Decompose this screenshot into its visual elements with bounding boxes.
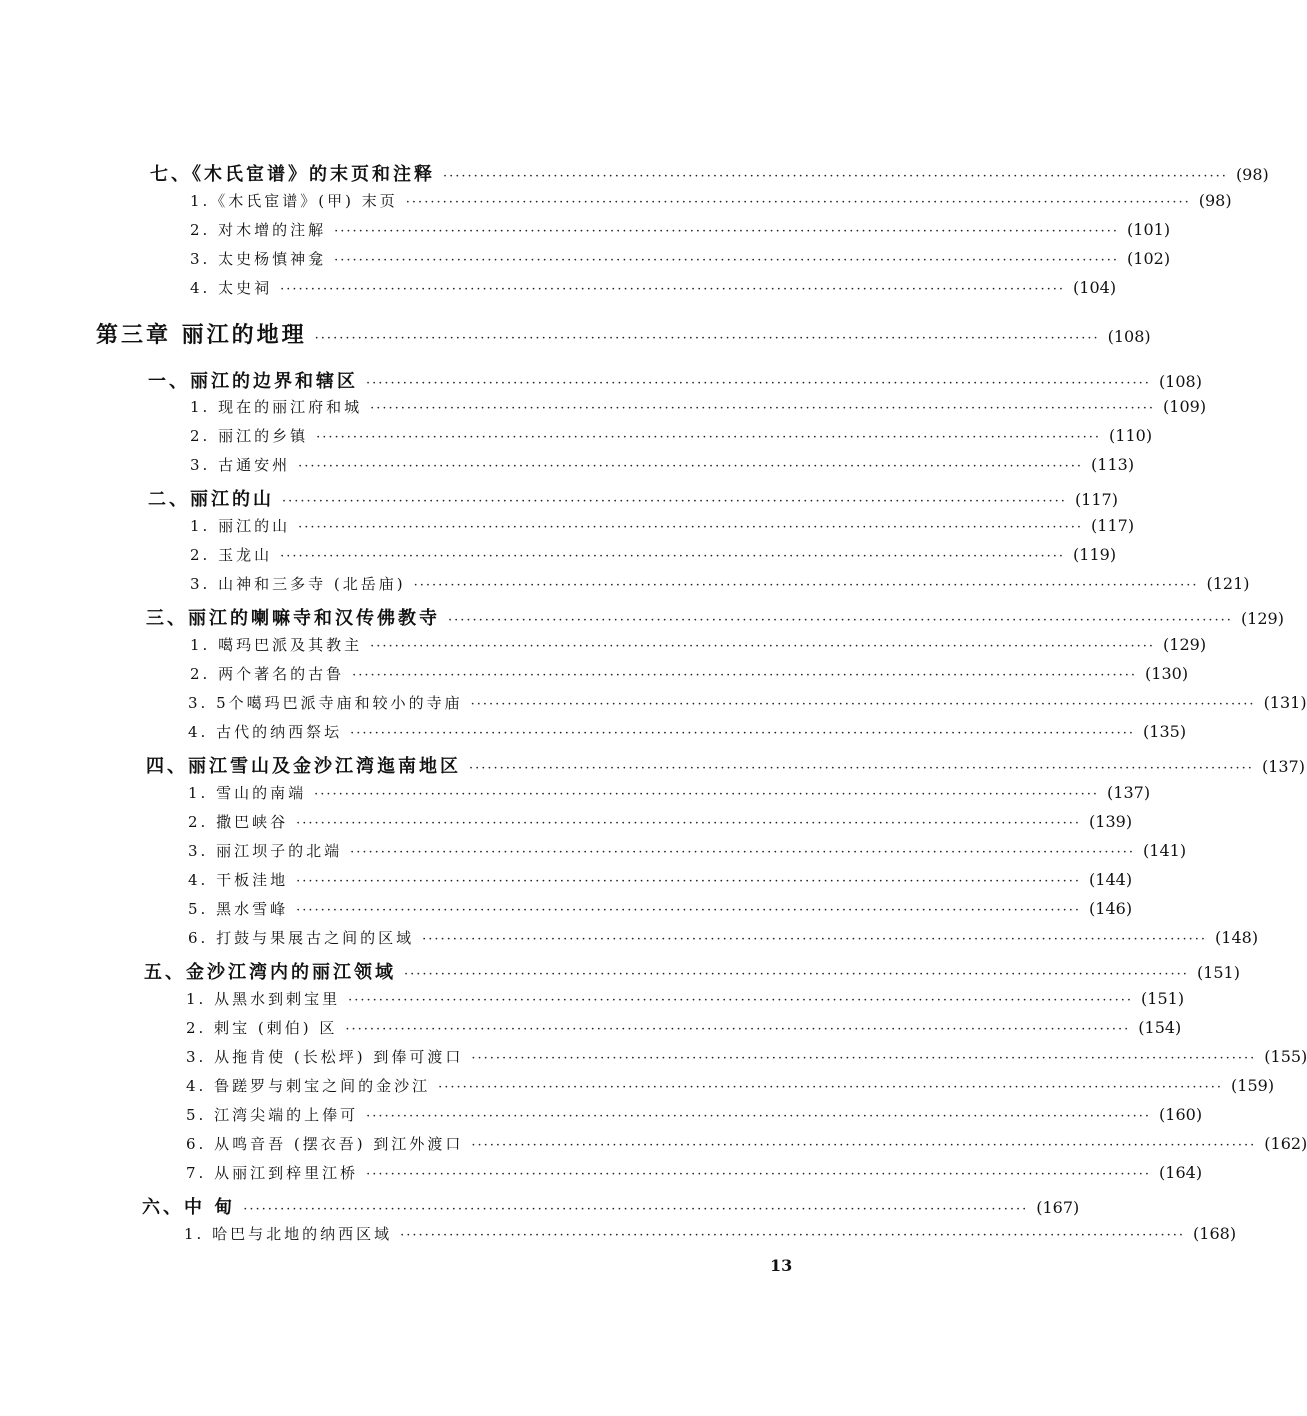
leader-dots: ································································································································ xyxy=(366,376,1151,391)
leader-dots: ································································································································ xyxy=(400,1228,1186,1243)
toc-subsection xyxy=(188,721,1187,742)
toc-section xyxy=(148,485,1118,511)
leader-dots: ································································································································ xyxy=(438,1080,1224,1095)
toc-entry-page: (109) xyxy=(1163,397,1207,416)
toc-entry-page: (146) xyxy=(1089,899,1133,918)
toc-entry-page: (98) xyxy=(1235,165,1269,184)
toc-entry-page: (108) xyxy=(1158,372,1202,391)
leader-dots: ································································································································ xyxy=(370,401,1156,416)
leader-dots: ································································································································ xyxy=(471,1138,1257,1153)
toc-entry-page: (101) xyxy=(1127,220,1171,239)
toc-entry-label: 第三章 丽江的地理 xyxy=(96,322,307,348)
toc-entry-page: (131) xyxy=(1263,693,1307,712)
leader-dots: ································································································································ xyxy=(413,578,1199,593)
toc-section xyxy=(150,160,1269,186)
leader-dots: ································································································································ xyxy=(422,932,1208,947)
toc-subsection xyxy=(184,1223,1237,1244)
toc-entry-page: (113) xyxy=(1091,455,1135,474)
toc-subsection xyxy=(186,1017,1182,1038)
toc-entry-page: (151) xyxy=(1196,963,1240,982)
toc-entry-label: 1. 现在的丽江府和城 xyxy=(190,398,363,416)
toc-entry-page: (119) xyxy=(1073,545,1117,564)
toc-entry-label: 3. 从拖肯使 (长松坪) 到俸可渡口 xyxy=(186,1048,464,1066)
toc-entry-label: 二、丽江的山 xyxy=(148,489,274,510)
toc-entry-label: 2. 玉龙山 xyxy=(190,546,273,564)
toc-entry-label: 五、金沙江湾内的丽江领域 xyxy=(144,962,396,983)
toc-entry-page: (117) xyxy=(1091,516,1135,535)
toc-subsection xyxy=(190,663,1189,684)
toc-entry-page: (162) xyxy=(1264,1134,1307,1153)
toc-subsection xyxy=(190,515,1135,536)
toc-entry-label: 四、丽江雪山及金沙江湾迤南地区 xyxy=(146,756,461,777)
toc-entry-page: (135) xyxy=(1143,722,1187,741)
toc-entry-label: 2. 剌宝 (剌伯) 区 xyxy=(186,1019,338,1037)
toc-section xyxy=(144,958,1240,984)
toc-entry-page: (154) xyxy=(1138,1018,1182,1037)
leader-dots: ································································································································ xyxy=(296,874,1082,889)
toc-subsection xyxy=(188,782,1151,803)
toc-subsection xyxy=(188,869,1133,890)
toc-entry-page: (121) xyxy=(1206,574,1250,593)
toc-subsection xyxy=(186,1104,1203,1125)
toc-entry-page: (129) xyxy=(1163,635,1207,654)
leader-dots: ································································································································ xyxy=(405,195,1191,210)
toc-entry-label: 4. 鲁蹉罗与剌宝之间的金沙江 xyxy=(186,1077,431,1095)
toc-subsection xyxy=(190,248,1171,269)
leader-dots: ································································································································ xyxy=(404,967,1189,982)
toc-subsection xyxy=(188,840,1187,861)
toc-section xyxy=(142,1193,1080,1219)
leader-dots: ································································································································ xyxy=(348,993,1134,1008)
toc-section xyxy=(146,604,1284,630)
leader-dots: ································································································································ xyxy=(280,549,1066,564)
leader-dots: ································································································································ xyxy=(282,494,1067,509)
toc-entry-page: (148) xyxy=(1215,928,1259,947)
toc-subsection xyxy=(188,692,1307,713)
toc-subsection xyxy=(186,1046,1307,1067)
leader-dots: ································································································································ xyxy=(366,1109,1152,1124)
toc-subsection xyxy=(190,396,1207,417)
toc-entry-page: (110) xyxy=(1109,426,1153,445)
toc-entry-label: 1. 丽江的山 xyxy=(190,517,291,535)
toc-subsection xyxy=(186,988,1185,1009)
leader-dots: ································································································································ xyxy=(448,613,1233,628)
toc-entry-page: (141) xyxy=(1143,841,1187,860)
toc-entry-page: (130) xyxy=(1145,664,1189,683)
toc-section xyxy=(146,752,1305,778)
toc-entry-page: (137) xyxy=(1261,757,1305,776)
toc-section xyxy=(148,367,1202,393)
toc-entry-label: 1. 从黑水到剌宝里 xyxy=(186,990,341,1008)
page-number: 13 xyxy=(770,1256,793,1275)
toc-entry-label: 1.《木氏宦谱》(甲) 末页 xyxy=(190,192,398,210)
toc-entry-label: 2. 对木增的注解 xyxy=(190,221,327,239)
toc-entry-label: 4. 干板洼地 xyxy=(188,871,289,889)
toc-subsection xyxy=(190,573,1250,594)
toc-entry-page: (117) xyxy=(1074,490,1118,509)
toc-subsection xyxy=(190,277,1117,298)
toc-subsection xyxy=(188,898,1133,919)
toc-entry-page: (144) xyxy=(1089,870,1133,889)
toc-entry-label: 2. 丽江的乡镇 xyxy=(190,427,309,445)
leader-dots: ································································································································ xyxy=(370,639,1156,654)
toc-entry-label: 1. 噶玛巴派及其教主 xyxy=(190,636,363,654)
toc-entry-label: 4. 古代的纳西祭坛 xyxy=(188,723,343,741)
toc-subsection xyxy=(190,219,1171,240)
leader-dots: ································································································································ xyxy=(443,169,1228,184)
toc-entry-page: (108) xyxy=(1107,327,1151,346)
toc-entry-label: 3. 古通安州 xyxy=(190,456,291,474)
leader-dots: ································································································································ xyxy=(243,1202,1029,1217)
leader-dots: ································································································································ xyxy=(470,697,1256,712)
toc-entry-page: (160) xyxy=(1159,1105,1203,1124)
toc-subsection xyxy=(190,544,1117,565)
toc-subsection xyxy=(190,634,1207,655)
toc-entry-page: (168) xyxy=(1193,1224,1237,1243)
toc-entry-label: 3. 5个噶玛巴派寺庙和较小的寺庙 xyxy=(188,694,463,712)
toc-entry-page: (164) xyxy=(1159,1163,1203,1182)
toc-entry-label: 1. 雪山的南端 xyxy=(188,784,307,802)
toc-entry-page: (155) xyxy=(1264,1047,1307,1066)
toc-entry-page: (98) xyxy=(1198,191,1232,210)
toc-entry-page: (104) xyxy=(1073,278,1117,297)
toc-entry-label: 3. 丽江坝子的北端 xyxy=(188,842,343,860)
leader-dots: ································································································································ xyxy=(366,1167,1152,1182)
toc-entry-label: 6. 打鼓与果展古之间的区域 xyxy=(188,929,415,947)
toc-subsection xyxy=(186,1075,1275,1096)
toc-entry-label: 7. 从丽江到梓里江桥 xyxy=(186,1164,359,1182)
toc-entry-page: (151) xyxy=(1141,989,1185,1008)
toc-entry-label: 3. 太史杨慎神龛 xyxy=(190,250,327,268)
toc-entry-label: 3. 山神和三多寺 (北岳庙) xyxy=(190,575,406,593)
toc-chapter xyxy=(96,318,1151,349)
leader-dots: ································································································································ xyxy=(296,903,1082,918)
toc-subsection xyxy=(188,927,1259,948)
leader-dots: ································································································································ xyxy=(352,668,1138,683)
leader-dots: ································································································································ xyxy=(314,331,1100,346)
toc-entry-label: 1. 哈巴与北地的纳西区域 xyxy=(184,1225,393,1243)
toc-subsection xyxy=(190,190,1232,211)
leader-dots: ································································································································ xyxy=(334,253,1120,268)
toc-entry-page: (139) xyxy=(1089,812,1133,831)
toc-entry-page: (137) xyxy=(1107,783,1151,802)
toc-entry-label: 5. 江湾尖端的上俸可 xyxy=(186,1106,359,1124)
leader-dots: ································································································································ xyxy=(345,1022,1131,1037)
toc-subsection xyxy=(188,811,1133,832)
leader-dots: ································································································································ xyxy=(350,726,1136,741)
toc-entry-label: 六、中 甸 xyxy=(142,1197,236,1218)
toc-entry-page: (102) xyxy=(1127,249,1171,268)
leader-dots: ································································································································ xyxy=(296,816,1082,831)
toc-subsection xyxy=(190,454,1135,475)
toc-entry-label: 2. 撒巴峡谷 xyxy=(188,813,289,831)
leader-dots: ································································································································ xyxy=(298,520,1084,535)
toc-entry-label: 4. 太史祠 xyxy=(190,279,273,297)
toc-entry-label: 5. 黑水雪峰 xyxy=(188,900,289,918)
toc-subsection xyxy=(190,425,1153,446)
leader-dots: ································································································································ xyxy=(280,282,1066,297)
toc-entry-page: (159) xyxy=(1231,1076,1275,1095)
leader-dots: ································································································································ xyxy=(314,787,1100,802)
toc-subsection xyxy=(186,1133,1307,1154)
leader-dots: ································································································································ xyxy=(334,224,1120,239)
leader-dots: ································································································································ xyxy=(298,459,1084,474)
toc-entry-label: 6. 从鸣音吾 (摆衣吾) 到江外渡口 xyxy=(186,1135,464,1153)
leader-dots: ································································································································ xyxy=(469,761,1254,776)
leader-dots: ································································································································ xyxy=(471,1051,1257,1066)
toc-entry-label: 2. 两个著名的古鲁 xyxy=(190,665,345,683)
toc-subsection xyxy=(186,1162,1203,1183)
toc-entry-label: 一、丽江的边界和辖区 xyxy=(148,371,358,392)
leader-dots: ································································································································ xyxy=(316,430,1102,445)
toc-entry-label: 三、丽江的喇嘛寺和汉传佛教寺 xyxy=(146,608,440,629)
leader-dots: ································································································································ xyxy=(350,845,1136,860)
toc-entry-label: 七、《木氏宦谱》的末页和注释 xyxy=(150,164,435,185)
toc-entry-page: (167) xyxy=(1036,1198,1080,1217)
toc-entry-page: (129) xyxy=(1240,609,1284,628)
